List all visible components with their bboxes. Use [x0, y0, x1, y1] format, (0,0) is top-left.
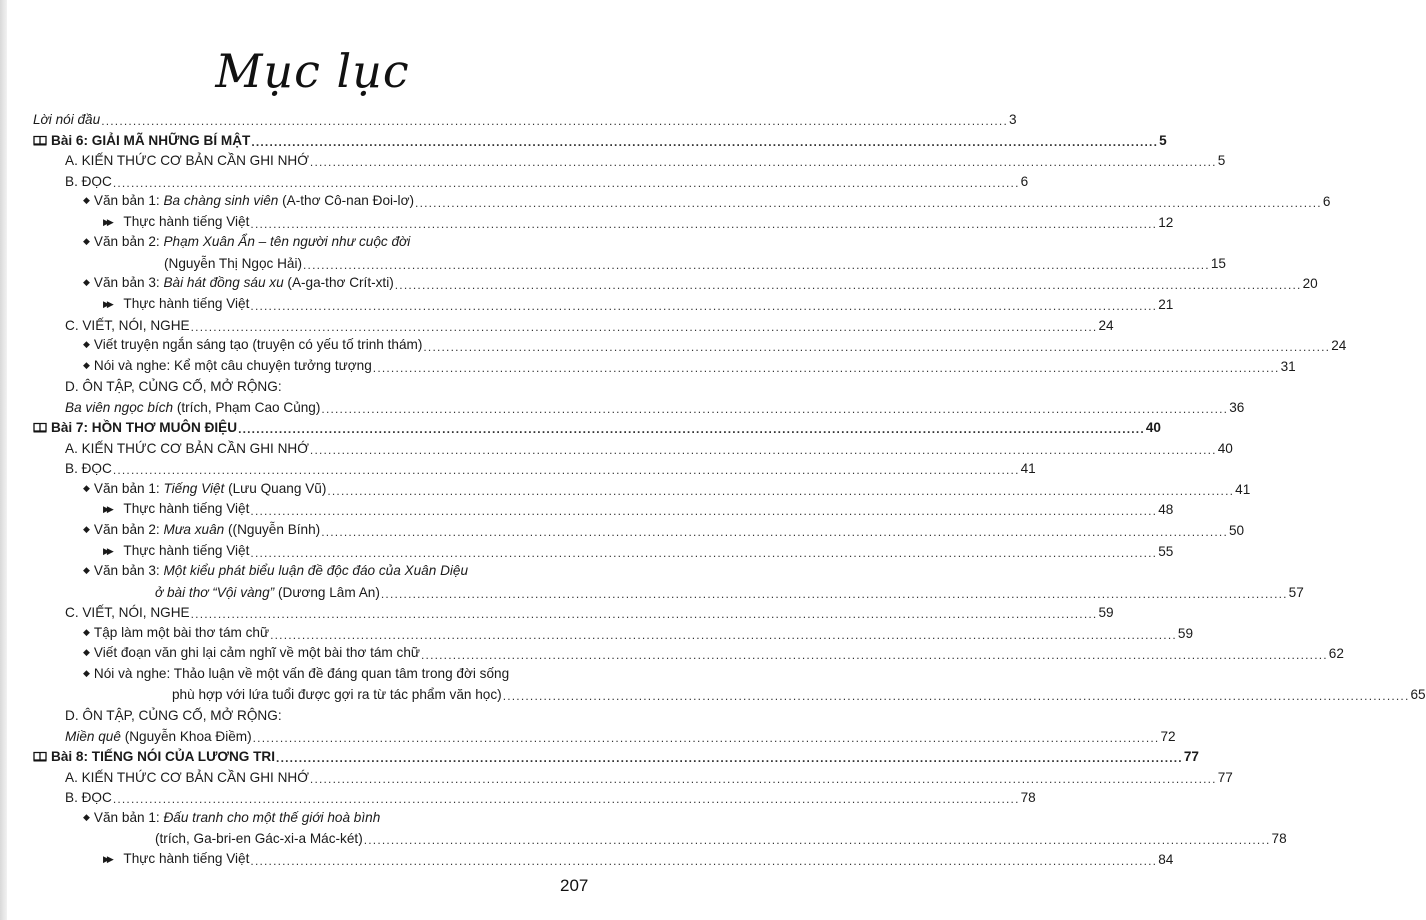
toc-entry-title	[83, 625, 269, 642]
toc-page-number: 6	[1020, 173, 1029, 189]
toc-entry-title	[83, 358, 372, 375]
toc-entry-title	[65, 729, 252, 745]
leader-dots: ........................................................................................................................................................................................................	[250, 504, 1158, 519]
toc-entry[interactable]	[83, 355, 1296, 375]
toc-entry-title	[103, 543, 249, 560]
toc-page-number: 15	[1210, 255, 1226, 271]
toc-entry-text: ((Nguyễn Bính)	[224, 522, 321, 537]
leader-dots: ........................................................................................................................................................................................................	[250, 545, 1158, 560]
toc-page-number: 3	[1008, 112, 1017, 127]
toc-entry-text: (trích, Ga-bri-en Gác-xi-a Mác-két)	[155, 831, 363, 847]
toc-entry-title	[65, 174, 112, 190]
toc-page-number: 50	[1228, 523, 1245, 538]
toc-entry-title	[33, 133, 250, 149]
toc-entry[interactable]	[83, 663, 592, 683]
toc-entry-title	[65, 318, 190, 334]
toc-entry-text: (A-thơ Cô-nan Đoi-lơ)	[278, 193, 415, 209]
leader-dots: ........................................................................................................................................................................................................	[112, 175, 1020, 190]
leader-dots: ........................................................................................................................................................................................................	[394, 278, 1302, 293]
toc-entry[interactable]	[83, 231, 592, 251]
toc-entry-title	[83, 645, 420, 662]
toc-entry-italic-text: Phạm Xuân Ẩn – tên người như cuộc đời	[163, 234, 411, 250]
page-edge-shadow	[0, 0, 7, 920]
toc-page-number: 41	[1020, 461, 1036, 477]
toc-entry-text: A. KIẾN THỨC CƠ BẢN CẦN GHI NHỚ	[65, 440, 309, 456]
leader-dots: ........................................................................................................................................................................................................	[380, 586, 1288, 601]
toc-page-number: 40	[1145, 420, 1161, 436]
toc-entry-text: B. ĐỌC	[65, 790, 112, 806]
toc-entry-text: Tập làm một bài thơ tám chữ	[93, 624, 270, 640]
double-arrow-icon: ▶▶	[103, 504, 111, 515]
toc-entry-text: (Nguyễn Khoa Điềm)	[120, 728, 252, 744]
toc-entry-italic-text: Mưa xuân	[163, 522, 225, 537]
toc-entry-title	[155, 831, 363, 847]
toc-entry[interactable]	[65, 396, 1245, 416]
toc-entry-text: Văn bản 1:	[93, 480, 164, 496]
toc-lesson-entry[interactable]	[33, 129, 1167, 149]
toc-page-number: 65	[1410, 687, 1426, 703]
diamond-bullet-icon: ◆	[83, 565, 90, 576]
leader-dots: ........................................................................................................................................................................................................	[321, 525, 1228, 539]
toc-lesson-entry[interactable]	[33, 416, 1161, 437]
toc-entry-title	[83, 666, 509, 683]
toc-entry-title	[164, 256, 302, 272]
toc-entry-title	[65, 153, 309, 169]
toc-entry-text: Nói và nghe: Thảo luận về một vấn đề đáng quan tâm trong đời sống	[93, 665, 510, 681]
toc-entry-title	[65, 400, 320, 416]
leader-dots: ........................................................................................................................................................................................................	[372, 360, 1280, 375]
diamond-bullet-icon: ◆	[83, 277, 90, 288]
toc-entry[interactable]	[33, 108, 1017, 128]
toc-entry-text: (Nguyễn Thị Ngọc Hải)	[164, 255, 303, 271]
toc-entry-italic-text: Tiếng Việt	[163, 480, 225, 496]
double-arrow-icon: ▶▶	[103, 216, 111, 227]
toc-entry-title	[65, 461, 112, 477]
toc-entry-title	[83, 563, 468, 580]
toc-entry[interactable]	[65, 786, 1036, 807]
toc-entry-text: B. ĐỌC	[65, 173, 112, 189]
toc-page-number: 59	[1098, 605, 1114, 621]
toc-entry-text: Nói và nghe: Kể một câu chuyện tưởng tượng	[93, 357, 372, 373]
toc-entry[interactable]	[83, 519, 1245, 539]
toc-entry-text: Thực hành tiếng Việt	[123, 213, 250, 229]
toc-entry[interactable]	[103, 211, 1174, 231]
toc-entry-title	[65, 379, 282, 395]
toc-entry-text: C. VIẾT, NÓI, NGHE	[65, 605, 190, 621]
toc-page-number: 36	[1229, 399, 1245, 415]
toc-page-number: 48	[1158, 502, 1174, 518]
leader-dots: ........................................................................................................................................................................................................	[502, 689, 1410, 704]
toc-entry[interactable]	[65, 314, 1114, 334]
toc-entry-title	[65, 708, 282, 724]
toc-entry-text: (Lưu Quang Vũ)	[224, 480, 327, 496]
toc-page-number: 78	[1020, 790, 1036, 806]
toc-entry-text: Văn bản 1:	[93, 809, 164, 825]
toc-page-number: 31	[1280, 358, 1296, 374]
toc-entry-title	[65, 790, 112, 806]
double-arrow-icon: ▶▶	[103, 298, 111, 309]
leader-dots: ........................................................................................................................................................................................................	[303, 257, 1210, 272]
toc-entry-title	[172, 687, 502, 703]
toc-entry-text: B. ĐỌC	[65, 461, 112, 477]
toc-entry[interactable]	[83, 334, 1347, 355]
toc-entry-italic-text: Miền quê	[65, 728, 121, 744]
toc-entry[interactable]	[65, 725, 1176, 745]
toc-page-number: 24	[1331, 338, 1347, 354]
toc-entry-text: Viết đoạn văn ghi lại cảm nghĩ về một bài thơ tám chữ	[93, 645, 420, 661]
leader-dots: ........................................................................................................................................................................................................	[250, 216, 1158, 231]
leader-dots: ........................................................................................................................................................................................................	[423, 340, 1331, 355]
toc-entry-italic-text: Một kiểu phát biểu luận đề độc đáo của Xuân Diệu	[163, 563, 469, 579]
toc-page-number: 40	[1217, 440, 1233, 456]
toc-entry[interactable]	[83, 478, 1251, 498]
diamond-bullet-icon: ◆	[83, 339, 90, 350]
toc-entry-title	[83, 481, 326, 498]
toc-entry-italic-text: ở bài thơ “Vội vàng”	[155, 584, 275, 600]
toc-entry-title	[33, 112, 100, 128]
toc-page-number: 6	[1322, 194, 1331, 210]
toc-entry[interactable]	[103, 293, 1174, 313]
toc-page-number: 57	[1288, 584, 1304, 600]
leader-dots: ........................................................................................................................................................................................................	[309, 771, 1217, 786]
book-icon	[33, 135, 47, 146]
leader-dots: ........................................................................................................................................................................................................	[101, 114, 1008, 128]
toc-entry-text: Thực hành tiếng Việt	[123, 542, 250, 558]
toc-page-number: 77	[1217, 769, 1233, 785]
toc-entry-text: Văn bản 2:	[93, 522, 164, 537]
leader-dots: ........................................................................................................................................................................................................	[421, 648, 1328, 663]
toc-entry-italic-text: Lời nói đầu	[33, 112, 101, 127]
toc-entry-italic-text: Bài hát đồng sáu xu	[163, 275, 284, 291]
toc-entry-title	[83, 337, 422, 354]
book-icon	[33, 422, 47, 433]
toc-entry-text: (Dương Lâm An)	[274, 584, 380, 600]
diamond-bullet-icon: ◆	[83, 811, 90, 822]
diamond-bullet-icon: ◆	[83, 195, 90, 206]
toc-lesson-entry[interactable]	[33, 745, 1199, 766]
toc-entry[interactable]	[164, 252, 1226, 272]
toc-page-number: 5	[1159, 132, 1167, 148]
leader-dots: ........................................................................................................................................................................................................	[309, 155, 1217, 170]
toc-entry-title	[83, 810, 380, 827]
diamond-bullet-icon: ◆	[83, 236, 90, 247]
toc-entry[interactable]	[65, 170, 1029, 190]
leader-dots: ........................................................................................................................................................................................................	[250, 298, 1158, 313]
toc-page-number: 55	[1158, 543, 1174, 559]
leader-dots: ........................................................................................................................................................................................................	[112, 792, 1020, 807]
leader-dots: ........................................................................................................................................................................................................	[276, 751, 1183, 766]
toc-entry-text: Bài 8: TIẾNG NÓI CỦA LƯƠNG TRI	[51, 749, 276, 765]
toc-entry-text: C. VIẾT, NÓI, NGHE	[65, 317, 190, 333]
toc-entry[interactable]	[103, 848, 1174, 868]
toc-page-number: 78	[1271, 831, 1287, 847]
toc-entry-text: D. ÔN TẬP, CỦNG CỐ, MỞ RỘNG:	[65, 379, 282, 395]
page-number: 207	[560, 876, 589, 895]
toc-entry-title	[103, 851, 249, 868]
diamond-bullet-icon: ◆	[83, 524, 90, 534]
toc-entry[interactable]	[65, 457, 1036, 478]
toc-entry[interactable]	[155, 827, 1287, 848]
toc-entry-title	[83, 275, 394, 292]
toc-entry[interactable]	[65, 601, 1114, 622]
leader-dots: ........................................................................................................................................................................................................	[309, 442, 1217, 457]
toc-entry-title	[83, 193, 414, 210]
toc-page-number: 84	[1158, 851, 1174, 867]
toc-entry-title	[33, 749, 275, 765]
leader-dots: ........................................................................................................................................................................................................	[363, 833, 1271, 848]
diamond-bullet-icon: ◆	[83, 647, 90, 658]
toc-entry-text: (trích, Phạm Cao Củng)	[173, 399, 321, 415]
toc-entry[interactable]	[83, 642, 1344, 663]
toc-page-number: 12	[1158, 214, 1174, 230]
toc-entry-title	[83, 234, 410, 251]
toc-page-number: 5	[1217, 153, 1226, 169]
toc-entry-text: D. ÔN TẬP, CỦNG CỐ, MỞ RỘNG:	[65, 707, 282, 723]
diamond-bullet-icon: ◆	[83, 359, 90, 370]
toc-entry-text: (A-ga-thơ Crít-xti)	[283, 275, 394, 291]
diamond-bullet-icon: ◆	[83, 667, 90, 678]
double-arrow-icon: ▶▶	[103, 853, 111, 864]
toc-entry-text: Bài 7: HỒN THƠ MUÔN ĐIỆU	[51, 420, 238, 436]
toc-entry-italic-text: Ba viên ngọc bích	[65, 399, 174, 415]
toc-entry-title	[33, 420, 237, 436]
toc-page-number: 72	[1160, 728, 1176, 744]
toc-entry-text: Văn bản 2:	[93, 234, 164, 250]
toc-entry[interactable]	[65, 704, 592, 724]
leader-dots: ........................................................................................................................................................................................................	[252, 730, 1160, 745]
toc-entry-italic-text: Ba chàng sinh viên	[163, 193, 279, 209]
toc-entry[interactable]	[155, 581, 1304, 601]
diamond-bullet-icon: ◆	[83, 626, 90, 637]
leader-dots: ........................................................................................................................................................................................................	[251, 134, 1159, 149]
toc-entry-italic-text: Đấu tranh cho một thế giới hoà bình	[163, 809, 381, 825]
toc-entry[interactable]	[65, 375, 592, 395]
toc-entry-text: Văn bản 3:	[93, 563, 164, 579]
toc-entry-text: A. KIẾN THỨC CƠ BẢN CẦN GHI NHỚ	[65, 769, 309, 785]
toc-entry-text: Văn bản 3:	[93, 275, 164, 291]
diamond-bullet-icon: ◆	[83, 482, 90, 493]
toc-page-number: 20	[1302, 276, 1318, 292]
toc-page-number: 59	[1177, 625, 1194, 641]
toc-entry-text: Viết truyện ngắn sáng tạo (truyện có yếu tố trinh thám)	[93, 337, 423, 353]
toc-entry-text: Thực hành tiếng Việt	[123, 501, 250, 517]
toc-entry[interactable]	[83, 190, 1331, 211]
toc-entry-text: Văn bản 1:	[93, 193, 164, 209]
toc-entry-title	[155, 585, 380, 601]
toc-entry-title	[65, 605, 190, 621]
toc-entry-title	[65, 770, 309, 786]
toc-page-number: 21	[1158, 296, 1174, 312]
toc-page-number: 62	[1328, 646, 1344, 662]
toc-entry[interactable]	[65, 766, 1233, 786]
toc-entry[interactable]	[103, 498, 1174, 519]
book-icon	[33, 751, 47, 762]
toc-page-number: 24	[1098, 317, 1114, 333]
toc-entry[interactable]	[172, 683, 1426, 704]
toc-entry[interactable]	[83, 622, 1194, 642]
toc-entry[interactable]	[103, 540, 1174, 560]
toc-entry-text: A. KIẾN THỨC CƠ BẢN CẦN GHI NHỚ	[65, 153, 309, 169]
toc-entry-title	[83, 522, 320, 539]
double-arrow-icon: ▶▶	[103, 545, 111, 556]
toc-entry-title	[103, 214, 249, 231]
toc-entry[interactable]	[83, 560, 592, 580]
leader-dots: ........................................................................................................................................................................................................	[238, 422, 1145, 437]
toc-entry-title	[103, 501, 249, 518]
toc-entry-text: phù hợp với lứa tuổi được gợi ra từ tác phẩm văn học)	[172, 687, 502, 703]
leader-dots: ........................................................................................................................................................................................................	[112, 463, 1020, 478]
leader-dots: ........................................................................................................................................................................................................	[190, 607, 1098, 622]
leader-dots: ........................................................................................................................................................................................................	[190, 319, 1098, 334]
toc-entry[interactable]	[83, 272, 1318, 293]
toc-entry-text: Thực hành tiếng Việt	[123, 850, 250, 866]
leader-dots: ........................................................................................................................................................................................................	[415, 196, 1322, 211]
leader-dots: ........................................................................................................................................................................................................	[321, 401, 1229, 416]
toc-page-number: 41	[1235, 481, 1251, 497]
toc-entry[interactable]	[65, 149, 1226, 170]
leader-dots: ........................................................................................................................................................................................................	[327, 483, 1235, 498]
toc-page-number: 77	[1183, 749, 1199, 765]
toc-entry[interactable]	[83, 807, 592, 827]
toc-entry-text: Bài 6: GIẢI MÃ NHỮNG BÍ MẬT	[51, 132, 251, 148]
toc-entry-title	[103, 296, 249, 313]
leader-dots: ........................................................................................................................................................................................................	[270, 627, 1177, 642]
toc-entry-text: Thực hành tiếng Việt	[123, 295, 250, 311]
leader-dots: ........................................................................................................................................................................................................	[250, 853, 1158, 868]
page-title: Mục lục	[215, 44, 410, 98]
toc-entry[interactable]	[65, 437, 1233, 457]
toc-entry-title	[65, 441, 309, 457]
